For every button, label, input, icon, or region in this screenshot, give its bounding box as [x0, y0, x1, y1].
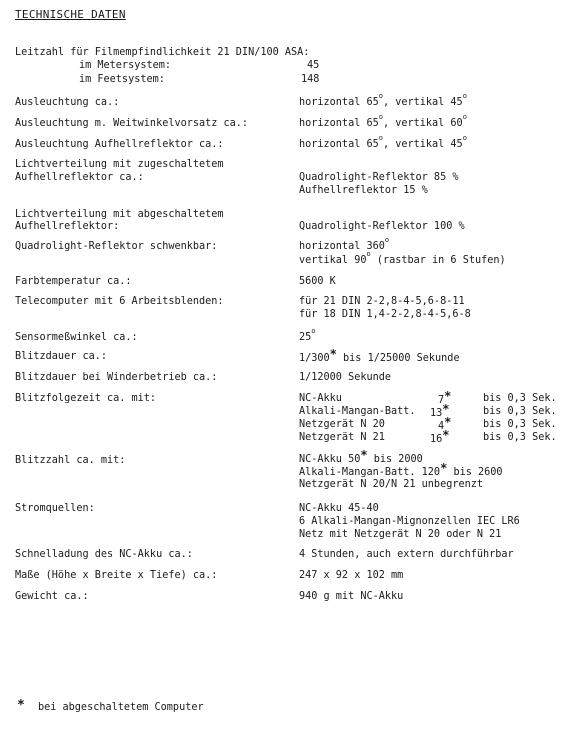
gewicht-label: Gewicht ca.:: [15, 591, 89, 602]
schwenk-label: Quadrolight-Reflektor schwenkbar:: [15, 241, 218, 252]
farbtemp-label: Farbtemperatur ca.:: [15, 276, 132, 287]
strom-value3: Netz mit Netzgerät N 20 oder N 21: [299, 529, 502, 540]
feet-label: im Feetsystem:: [79, 74, 165, 85]
licht-zu-value2: Aufhellreflektor 15 %: [299, 185, 428, 196]
strom-value2: 6 Alkali-Mangan-Mignonzellen IEC LR6: [299, 516, 520, 527]
licht-zu-label1: Lichtverteilung mit zugeschaltetem: [15, 159, 224, 170]
feet-value: 148: [301, 74, 320, 85]
blitzfolge-label: Blitzfolgezeit ca. mit:: [15, 393, 157, 404]
schwenk-h: horizontal 360$^o$: [299, 236, 390, 252]
blitzfolge-rest-1: bis 0,3 Sek.: [483, 406, 557, 417]
sensor-value: 25$^o$: [299, 327, 316, 343]
telecomputer-value1: für 21 DIN 2-2,8-4-5,6-8-11: [299, 296, 465, 307]
meter-value: 45: [307, 60, 320, 71]
schnell-value: 4 Stunden, auch extern durchführbar: [299, 549, 514, 560]
sensor-label: Sensormeßwinkel ca.:: [15, 332, 138, 343]
licht-ab-value1: Quadrolight-Reflektor 100 %: [299, 221, 465, 232]
blitzdauer-value: 1/300* bis 1/25000 Sekunde: [299, 347, 460, 364]
blitzfolge-source-2: Netzgerät N 20: [299, 419, 385, 430]
blitzfolge-rest-2: bis 0,3 Sek.: [483, 419, 557, 430]
telecomputer-label: Telecomputer mit 6 Arbeitsblenden:: [15, 296, 224, 307]
page-title: TECHNISCHE DATEN: [15, 8, 126, 21]
licht-ab-label1: Lichtverteilung mit abgeschaltetem: [15, 209, 224, 220]
ausleuchtung-value: horizontal 65$^o$, vertikal 45$^o$: [299, 92, 467, 108]
ausleuchtung-label: Ausleuchtung ca.:: [15, 97, 120, 108]
aufhell-value: horizontal 65$^o$, vertikal 45$^o$: [299, 134, 467, 150]
blitzfolge-rest-3: bis 0,3 Sek.: [483, 432, 557, 443]
blitzzahl-label: Blitzzahl ca. mit:: [15, 455, 126, 466]
blitzdauer-w-label: Blitzdauer bei Winderbetrieb ca.:: [15, 372, 218, 383]
blitzdauer-label: Blitzdauer ca.:: [15, 351, 108, 362]
aufhell-label: Ausleuchtung Aufhellreflektor ca.:: [15, 139, 224, 150]
weitwinkel-label: Ausleuchtung m. Weitwinkelvorsatz ca.:: [15, 118, 249, 129]
meter-label: im Metersystem:: [79, 60, 172, 71]
blitzzahl-row1: NC-Akku 50* bis 2000: [299, 448, 423, 465]
blitzfolge-rest-0: bis 0,3 Sek.: [483, 393, 557, 404]
weitwinkel-value: horizontal 65$^o$, vertikal 60$^o$: [299, 113, 467, 129]
farbtemp-value: 5600 K: [299, 276, 336, 287]
blitzzahl-row2: Alkali-Mangan-Batt. 120* bis 2600: [299, 461, 503, 478]
footnote-star: *: [17, 698, 25, 713]
blitzdauer-w-value: 1/12000 Sekunde: [299, 372, 392, 383]
gewicht-value: 940 g mit NC-Akku: [299, 591, 404, 602]
strom-label: Stromquellen:: [15, 503, 95, 514]
schnell-label: Schnelladung des NC-Akku ca.:: [15, 549, 193, 560]
footnote-text: bei abgeschaltetem Computer: [38, 702, 204, 713]
masse-value: 247 x 92 x 102 mm: [299, 570, 404, 581]
masse-label: Maße (Höhe x Breite x Tiefe) ca.:: [15, 570, 218, 581]
blitzfolge-num-1: 13*: [430, 402, 450, 419]
blitzfolge-num-3: 16*: [430, 428, 450, 445]
licht-zu-value1: Quadrolight-Reflektor 85 %: [299, 172, 459, 183]
blitzfolge-num-0: 7*: [438, 389, 452, 406]
blitzfolge-source-0: NC-Akku: [299, 393, 342, 404]
strom-value1: NC-Akku 45-40: [299, 503, 379, 514]
schwenk-v: vertikal 90$^o$ (rastbar in 6 Stufen): [299, 250, 506, 266]
leitzahl-label: Leitzahl für Filmempfindlichkeit 21 DIN/100 ASA:: [15, 47, 310, 58]
blitzfolge-source-1: Alkali-Mangan-Batt.: [299, 406, 416, 417]
blitzfolge-source-3: Netzgerät N 21: [299, 432, 385, 443]
licht-zu-label2: Aufhellreflektor ca.:: [15, 172, 144, 183]
blitzfolge-num-2: 4*: [438, 415, 452, 432]
blitzzahl-row3: Netzgerät N 20/N 21 unbegrenzt: [299, 479, 484, 490]
telecomputer-value2: für 18 DIN 1,4-2-2,8-4-5,6-8: [299, 309, 471, 320]
licht-ab-label2: Aufhellreflektor:: [15, 221, 120, 232]
